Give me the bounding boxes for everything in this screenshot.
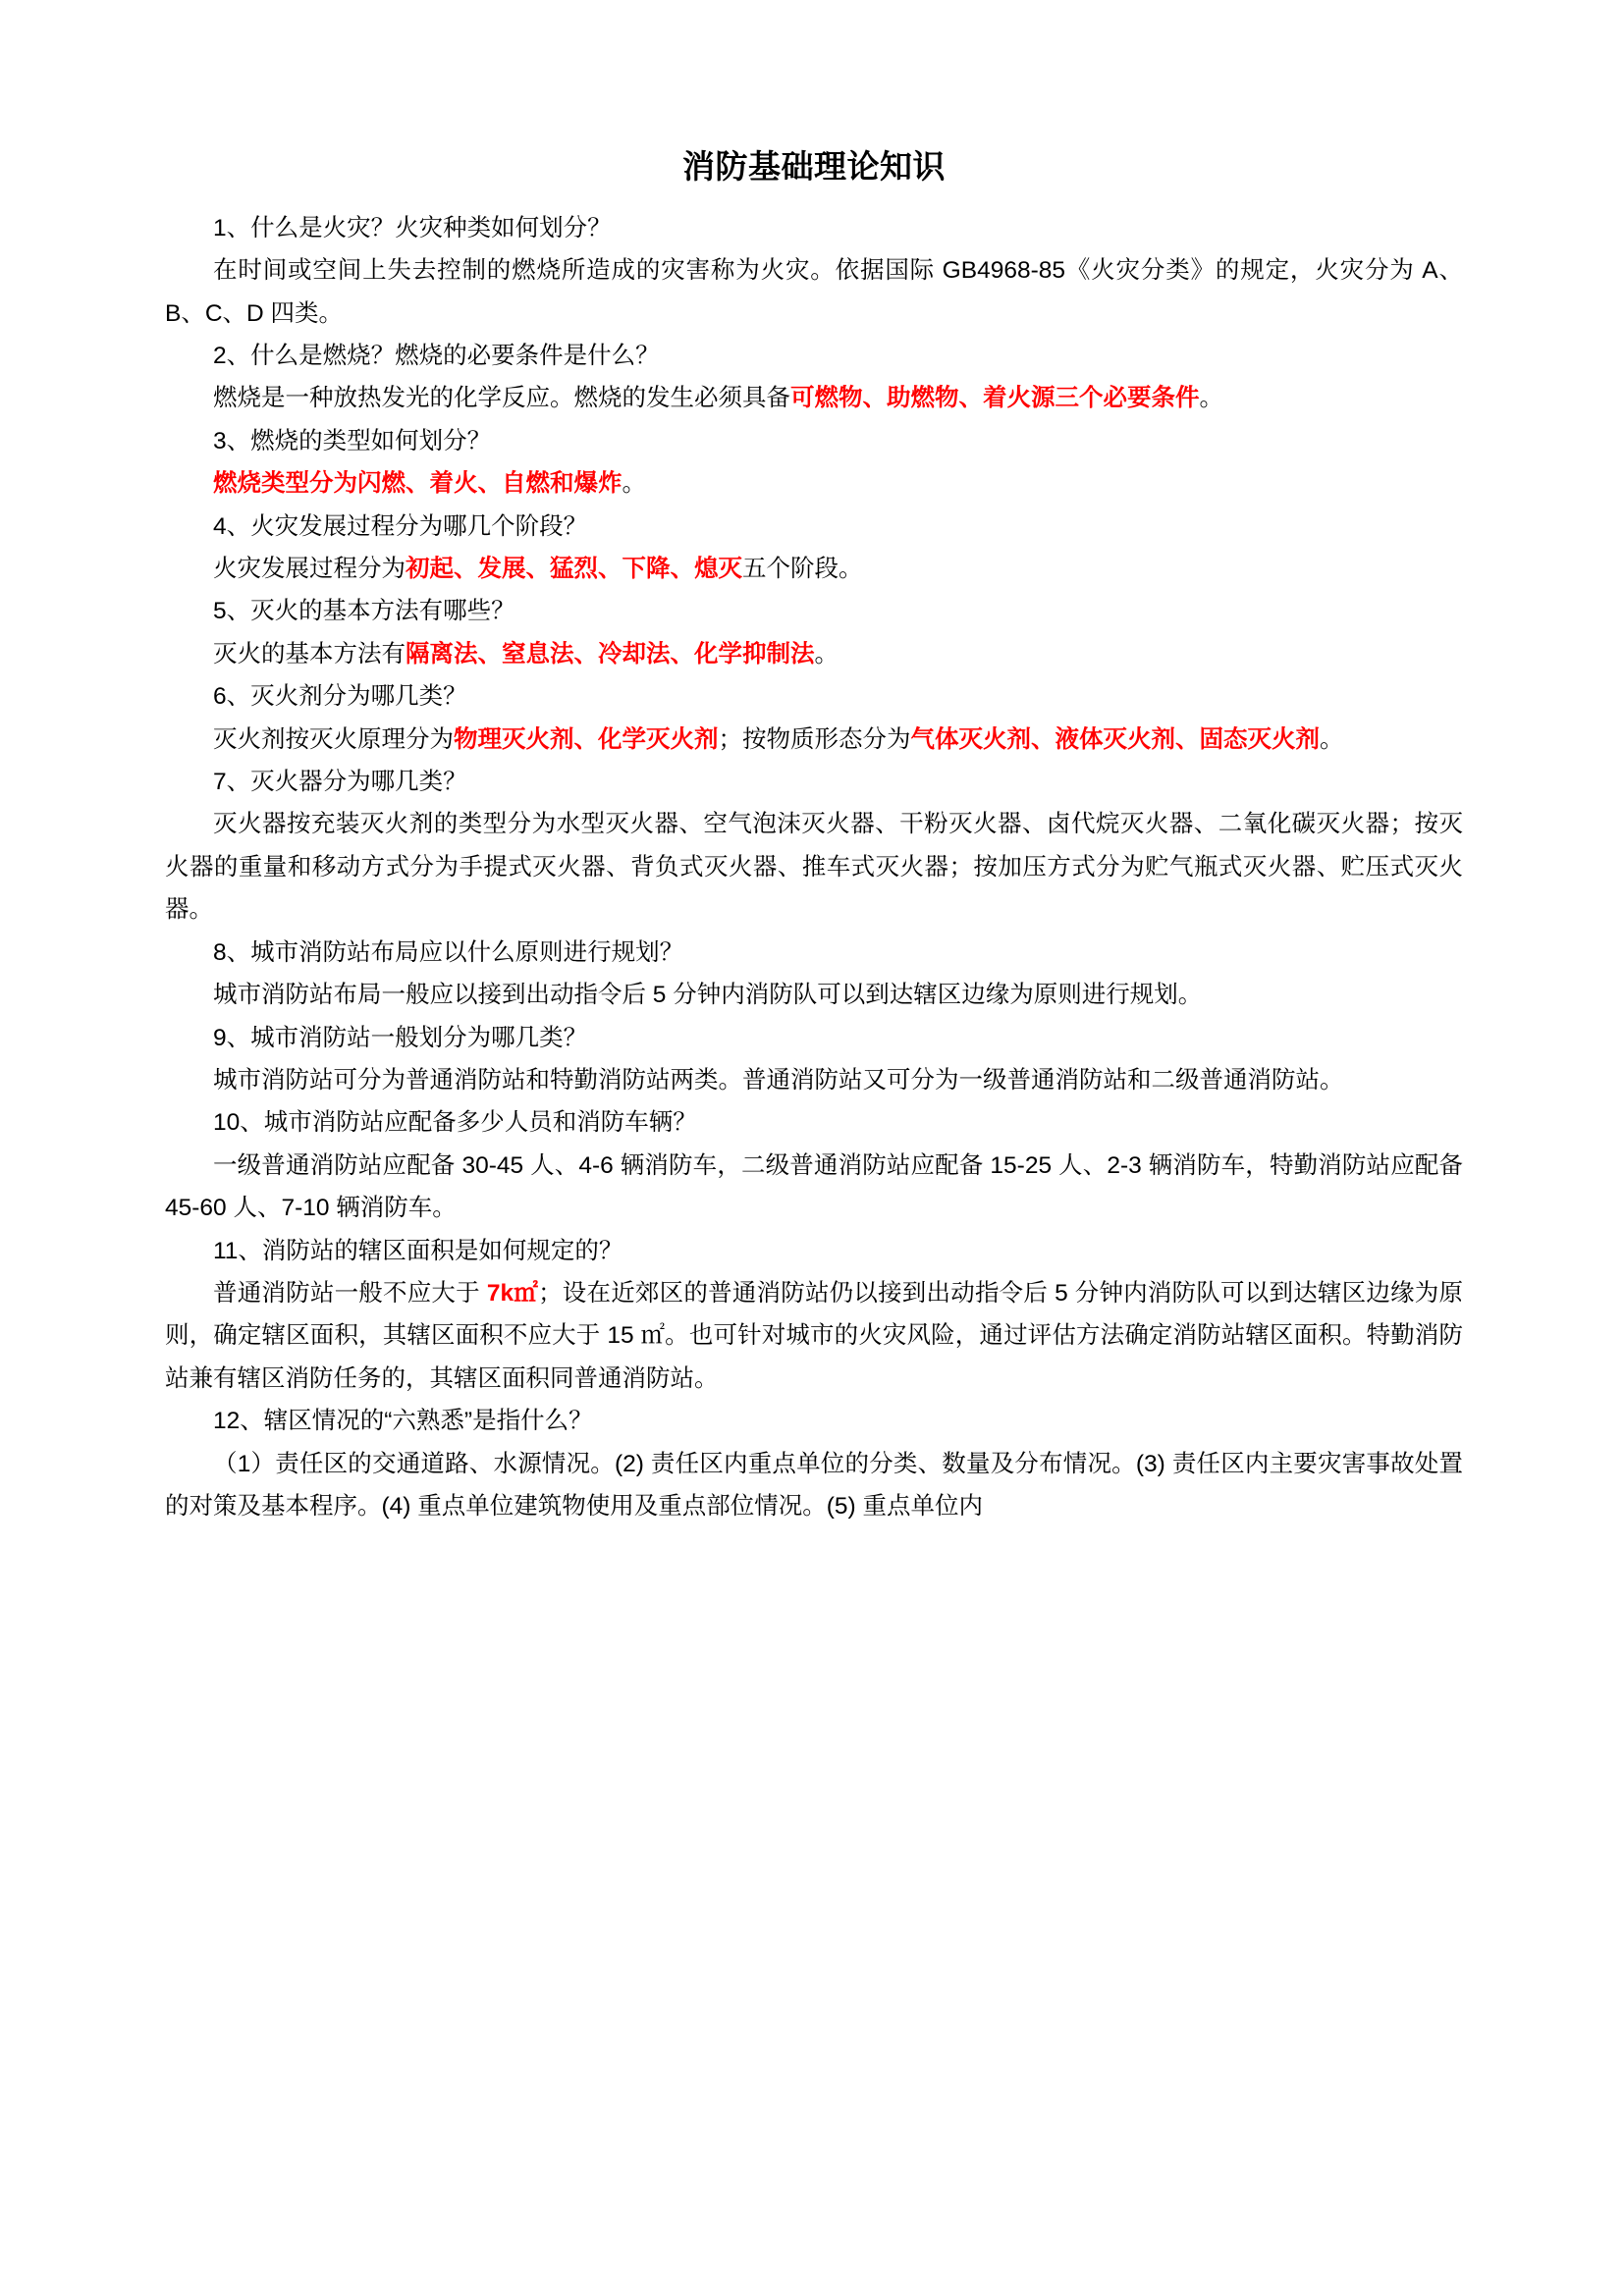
answer-paragraph [165, 1272, 1463, 1400]
question-paragraph [165, 1101, 1463, 1144]
text-run: 4、火灾发展过程分为哪几个阶段？ [213, 512, 588, 540]
text-run: 燃烧是一种放热发光的化学反应。燃烧的发生必须具备 [213, 385, 790, 412]
text-run: 。 [622, 470, 646, 498]
text-run: 灭火的基本方法有 [213, 640, 406, 667]
text-run: 在时间或空间上失去控制的燃烧所造成的灾害称为火灾。依据国际 GB4968-85《火灾分类》的规定，火灾分为 A、B、C、D 四类。 [165, 257, 1463, 327]
text-run: 11、消防站的辖区面积是如何规定的？ [213, 1237, 623, 1264]
question-paragraph [165, 1230, 1463, 1272]
highlighted-term: 气体灭火剂、液体灭火剂、固态灭火剂 [910, 725, 1320, 753]
text-run: 城市消防站可分为普通消防站和特勤消防站两类。普通消防站又可分为一级普通消防站和二级普通消防站。 [213, 1066, 1344, 1094]
document-body [165, 126, 1463, 1527]
text-run: ；设在近郊区的普通消防站仍以接到出动指令后 5 分钟内消防队可以到达辖区边缘为原则，确定辖区面积，其辖区面积不应大于 15 ㎡。也可针对城市的火灾风险，通过评估方法确定消防站辖区面积。特勤消防站兼有辖区消防任务的，其辖区面积同普通消防站。 [165, 1279, 1463, 1392]
answer-paragraph [165, 719, 1463, 761]
page-title: 消防基础理论知识 [682, 148, 946, 185]
text-run: 9、城市消防站一般划分为哪几类？ [213, 1024, 588, 1051]
question-paragraph [165, 506, 1463, 548]
text-run: 火灾发展过程分为 [213, 556, 406, 583]
question-paragraph [165, 207, 1463, 249]
question-paragraph [165, 590, 1463, 632]
question-paragraph [165, 761, 1463, 803]
question-paragraph [165, 932, 1463, 974]
text-run: 五个阶段。 [742, 556, 863, 583]
answer-paragraph [165, 377, 1463, 419]
highlighted-term: 燃烧类型分为闪燃、着火、自燃和爆炸 [213, 470, 623, 498]
text-run: 普通消防站一般不应大于 [213, 1279, 487, 1307]
text-run: 一级普通消防站应配备 30-45 人、4-6 辆消防车，二级普通消防站应配备 15-25 人、2-3 辆消防车，特勤消防站应配备 45-60 人、7-10 辆消防车。 [165, 1151, 1463, 1222]
highlighted-term: 7k㎡ [486, 1279, 539, 1307]
question-paragraph [165, 335, 1463, 377]
question-paragraph [165, 1017, 1463, 1059]
answer-paragraph [165, 633, 1463, 675]
paragraph-list [165, 207, 1463, 1528]
question-paragraph [165, 1400, 1463, 1442]
answer-paragraph [165, 462, 1463, 505]
highlighted-term: 隔离法、窒息法、冷却法、化学抑制法 [406, 640, 815, 667]
text-run: 。 [1320, 725, 1344, 753]
highlighted-term: 可燃物、助燃物、着火源三个必要条件 [790, 385, 1200, 412]
text-run: 灭火器按充装灭火剂的类型分为水型灭火器、空气泡沫灭火器、干粉灭火器、卤代烷灭火器、二氧化碳灭火器；按灭火器的重量和移动方式分为手提式灭火器、背负式灭火器、推车式灭火器；按加压方式分为贮气瓶式灭火器、贮压式灭火器。 [165, 811, 1463, 924]
question-paragraph [165, 420, 1463, 462]
answer-paragraph [165, 1145, 1463, 1230]
answer-paragraph [165, 803, 1463, 931]
text-run: 城市消防站布局一般应以接到出动指令后 5 分钟内消防队可以到达辖区边缘为原则进行规划。 [213, 982, 1203, 1009]
text-run: 7、灭火器分为哪几类？ [213, 769, 467, 796]
text-run: 2、什么是燃烧？燃烧的必要条件是什么？ [213, 343, 660, 370]
text-run: （1）责任区的交通道路、水源情况。(2) 责任区内重点单位的分类、数量及分布情况。(3) 责任区内主要灾害事故处置的对策及基本程序。(4) 重点单位建筑物使用及重点部位情况。(5) 重点单位内 [165, 1450, 1463, 1520]
text-run: 3、燃烧的类型如何划分？ [213, 427, 492, 454]
question-paragraph [165, 675, 1463, 718]
highlighted-term: 物理灭火剂、化学灭火剂 [454, 725, 719, 753]
text-run: 。 [1199, 385, 1223, 412]
answer-paragraph [165, 1443, 1463, 1528]
answer-paragraph [165, 249, 1463, 335]
answer-paragraph [165, 1059, 1463, 1101]
text-run: 。 [814, 640, 839, 667]
text-run: 8、城市消防站布局应以什么原则进行规划？ [213, 938, 684, 966]
text-run: 6、灭火剂分为哪几类？ [213, 683, 467, 711]
text-run: 12、辖区情况的“六熟悉”是指什么？ [213, 1408, 593, 1435]
text-run: 1、什么是火灾？火灾种类如何划分？ [213, 214, 612, 241]
answer-paragraph [165, 974, 1463, 1016]
answer-paragraph [165, 548, 1463, 590]
text-run: 5、灭火的基本方法有哪些？ [213, 598, 515, 625]
text-run: 灭火剂按灭火原理分为 [213, 725, 454, 753]
text-run: ；按物质形态分为 [718, 725, 911, 753]
highlighted-term: 初起、发展、猛烈、下降、熄灭 [406, 556, 742, 583]
text-run: 10、城市消防站应配备多少人员和消防车辆？ [213, 1109, 697, 1137]
